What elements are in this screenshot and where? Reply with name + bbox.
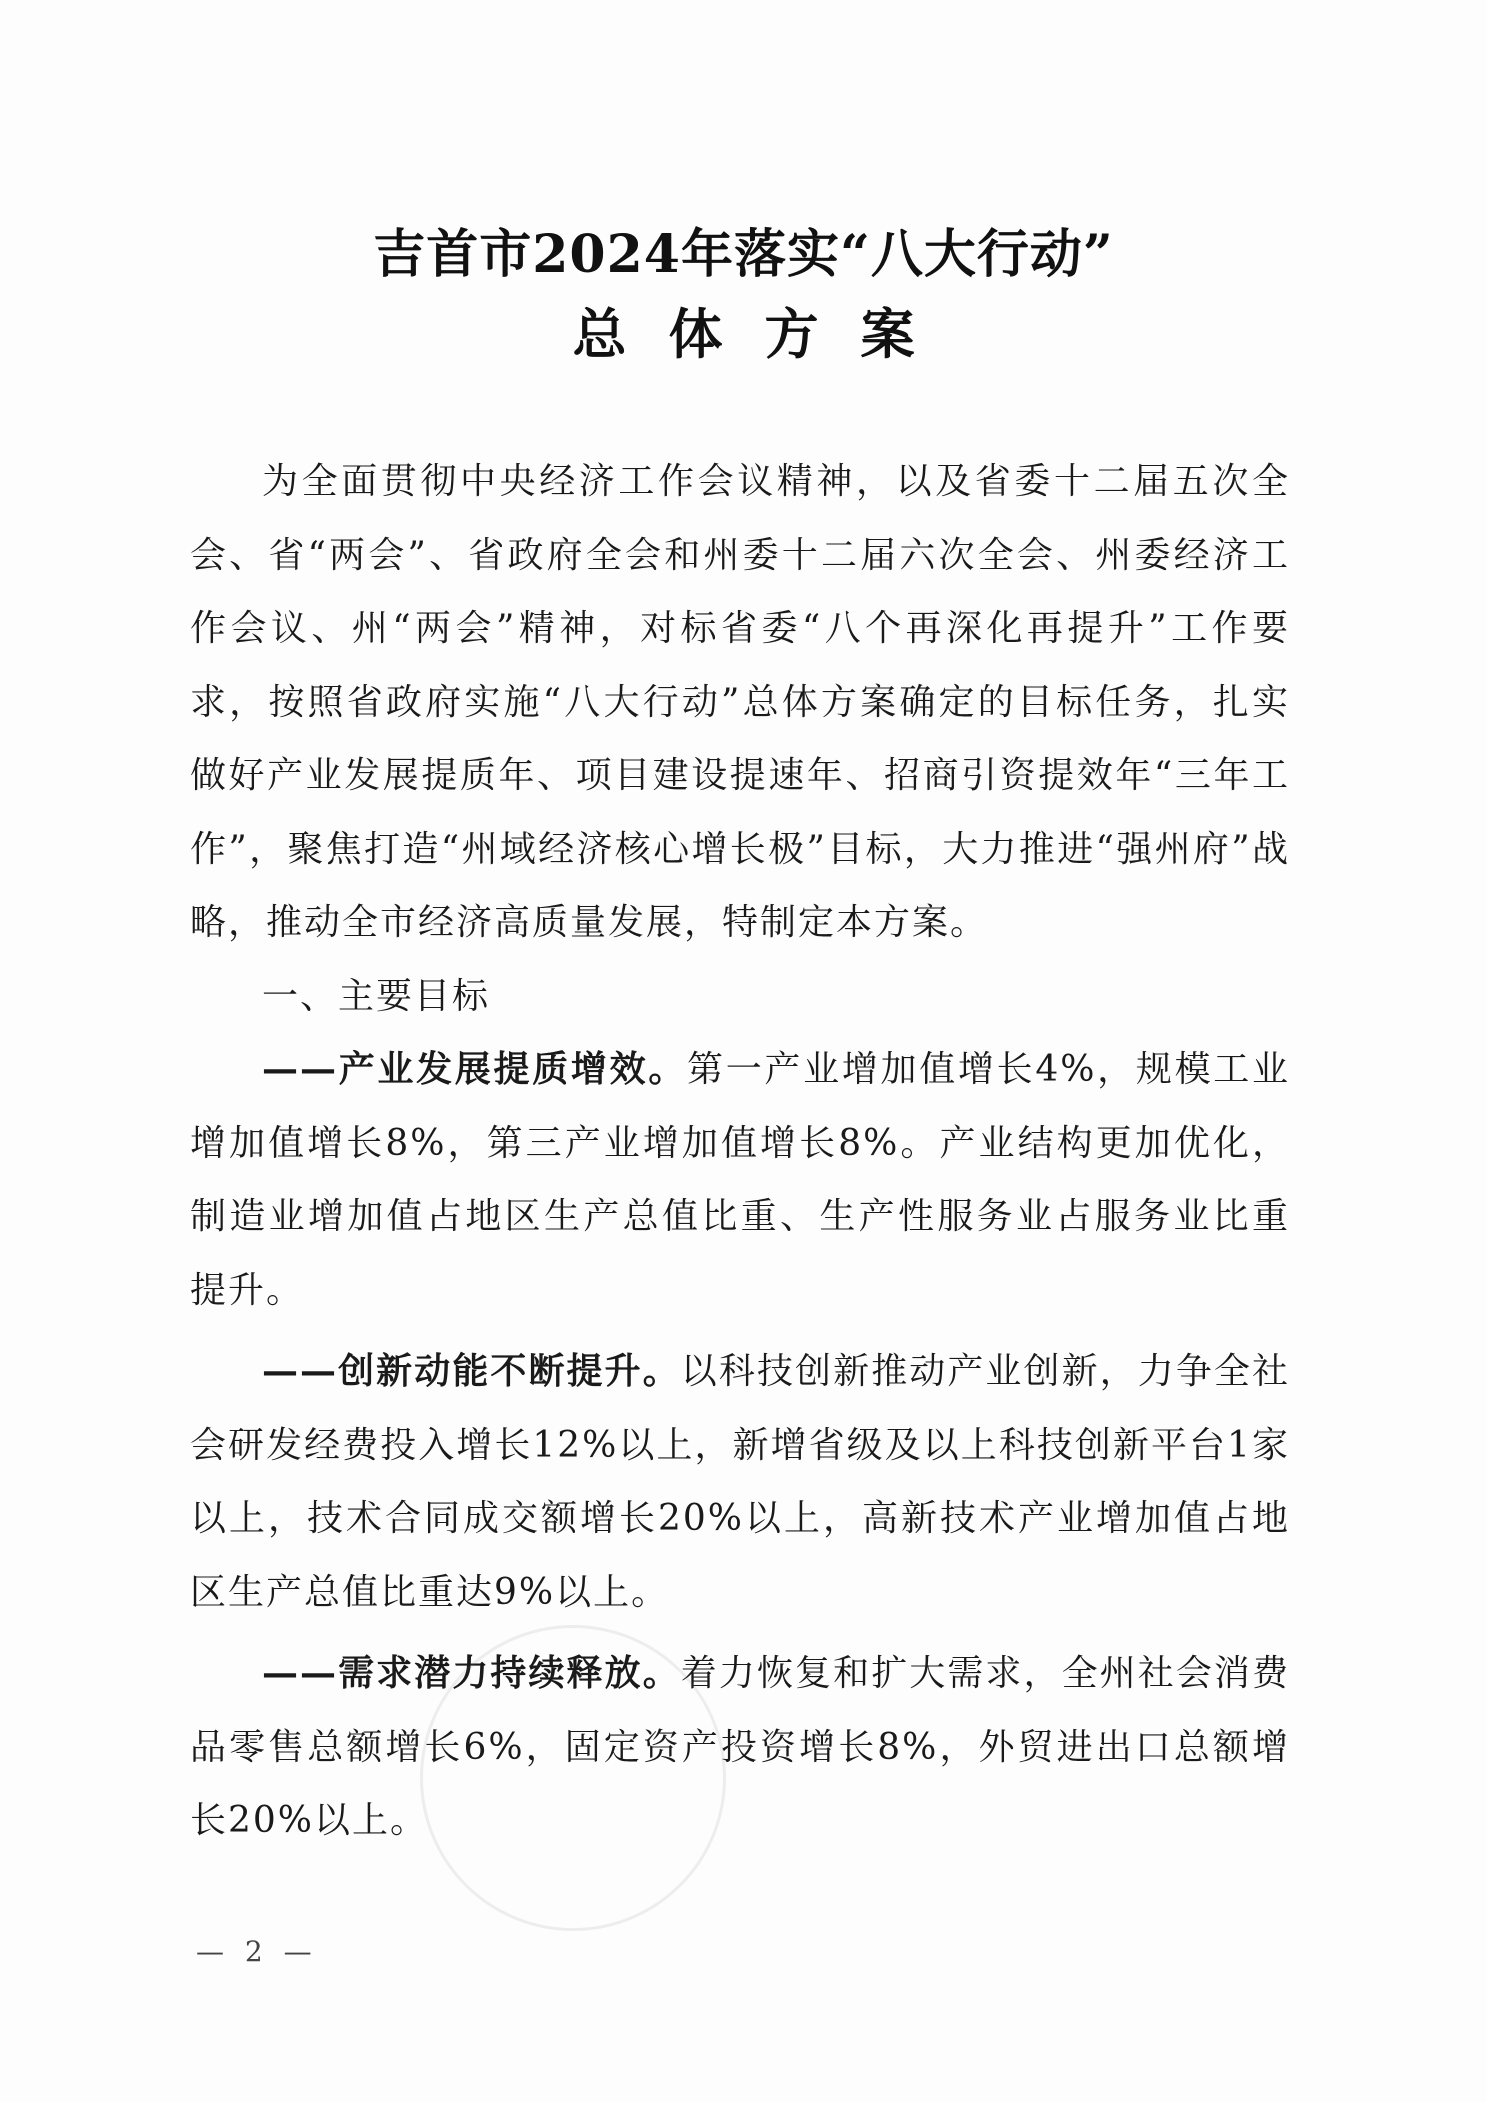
- goal-lead: ——需求潜力持续释放。: [262, 1652, 681, 1694]
- goal-lead: ——产业发展提质增效。: [262, 1048, 688, 1090]
- goal-paragraph-demand: [190, 1637, 1290, 1858]
- goal-paragraph-innovation: [190, 1335, 1290, 1629]
- page-number: — 2 —: [196, 1935, 318, 1968]
- goal-text: 以科技创新推动产业创新，力争全社会研发经费投入增长12%以上，新增省级及以上科技创新平台1家以上，技术合同成交额增长20%以上，高新技术产业增加值占地区生产总值比重达9%以上。: [190, 1351, 1290, 1613]
- goal-paragraph-industry: [190, 1033, 1290, 1327]
- goal-text: 着力恢复和扩大需求，全州社会消费品零售总额增长6%，固定资产投资增长8%，外贸进出口总额增长20%以上。: [190, 1653, 1290, 1841]
- section-heading-main-goals: 一、主要目标: [262, 975, 491, 1017]
- intro-paragraph: 为全面贯彻中央经济工作会议精神，以及省委十二届五次全会、省“两会”、省政府全会和州委十二届六次全会、州委经济工作会议、州“两会”精神，对标省委“八个再深化再提升”工作要求，按照省政府实施“八大行动”总体方案确定的目标任务，扎实做好产业发展提质年、项目建设提速年、招商引资提效年“三年工作”，聚焦打造“州域经济核心增长极”目标，大力推进“强州府”战略，推动全市经济高质量发展，特制定本方案。: [190, 461, 1290, 943]
- document-title-line2: 总体方案: [572, 302, 957, 366]
- goal-lead: ——创新动能不断提升。: [262, 1350, 681, 1392]
- document-body: [190, 445, 1290, 1858]
- goal-text: 第一产业增加值增长4%，规模工业增加值增长8%，第三产业增加值增长8%。产业结构更加优化，制造业增加值占地区生产总值比重、生产性服务业占服务业比重提升。: [190, 1049, 1290, 1311]
- document-title-line1: 吉首市2024年落实“八大行动”: [373, 224, 1114, 285]
